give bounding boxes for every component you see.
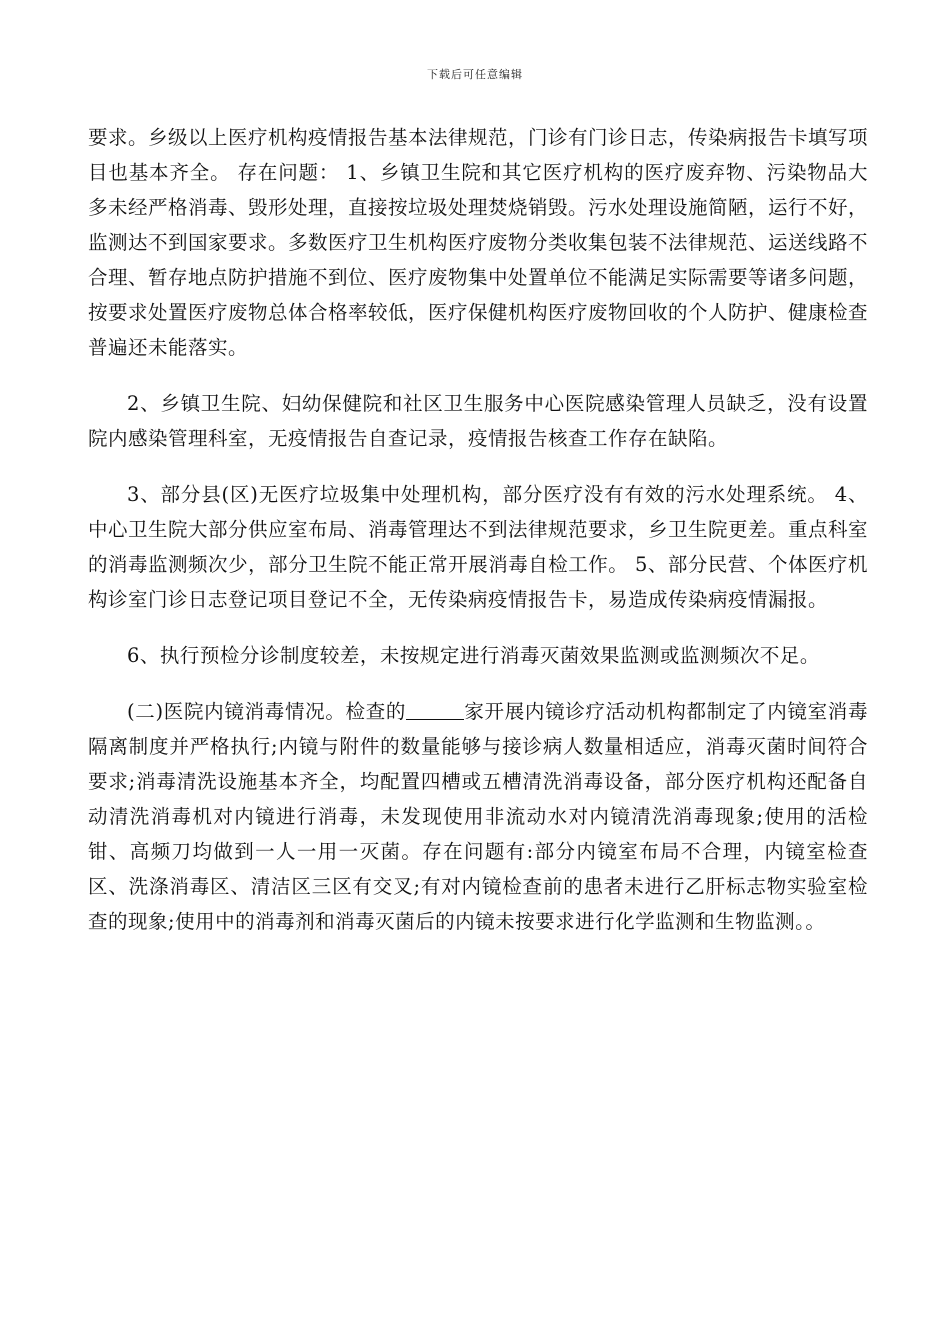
paragraph-2: 2、乡镇卫生院、妇幼保健院和社区卫生服务中心医院感染管理人员缺乏，没有设置院内感染管理科室，无疫情报告自查记录，疫情报告核查工作存在缺陷。	[88, 392, 868, 450]
paragraph-5	[88, 694, 868, 939]
document-body	[88, 120, 868, 939]
page-header: 下载后可任意编辑	[427, 68, 523, 81]
fill-blank	[406, 700, 464, 721]
paragraph-5-rest: 家开展内镜诊疗活动机构都制定了内镜室消毒隔离制度并严格执行;内镜与附件的数量能够与接诊病人数量相适应，消毒灭菌时间符合要求;消毒清洗设施基本齐全，均配置四槽或五槽清洗消毒设备，部分医疗机构还配备自动清洗消毒机对内镜进行消毒，未发现使用非流动水对内镜清洗消毒现象;使用的活检钳、高频刀均做到一人一用一灭菌。存在问题有:部分内镜室布局不合理，内镜室检查区、洗涤消毒区、清洁区三区有交叉;有对内镜检查前的患者未进行乙肝标志物实验室检查的现象;使用中的消毒剂和消毒灭菌后的内镜未按要求进行化学监测和生物监测。。	[88, 700, 868, 933]
paragraph-5-lead: (二)医院内镜消毒情况。检查的	[127, 700, 407, 723]
paragraph-3: 3、部分县(区)无医疗垃圾集中处理机构，部分医疗没有有效的污水处理系统。 4、中心卫生院大部分供应室布局、消毒管理达不到法律规范要求，乡卫生院更差。重点科室的消毒监测频次少，部分卫生院不能正常开展消毒自检工作。 5、部分民营、个体医疗机构诊室门诊日志登记项目登记不全，无传染病疫情报告卡，易造成传染病疫情漏报。	[88, 483, 869, 611]
paragraph-1: 要求。乡级以上医疗机构疫情报告基本法律规范，门诊有门诊日志，传染病报告卡填写项目也基本齐全。 存在问题： 1、乡镇卫生院和其它医疗机构的医疗废弃物、污染物品大多未经严格消毒、毁形处理，直接按垃圾处理焚烧销毁。污水处理设施简陋，运行不好，监测达不到国家要求。多数医疗卫生机构医疗废物分类收集包装不法律规范、运送线路不合理、暂存地点防护措施不到位、医疗废物集中处置单位不能满足实际需要等诸多问题，按要求处置医疗废物总体合格率较低，医疗保健机构医疗废物回收的个人防护、健康检查普遍还未能落实。	[88, 126, 869, 359]
paragraph-4: 6、执行预检分诊制度较差，未按规定进行消毒灭菌效果监测或监测频次不足。	[127, 644, 820, 667]
